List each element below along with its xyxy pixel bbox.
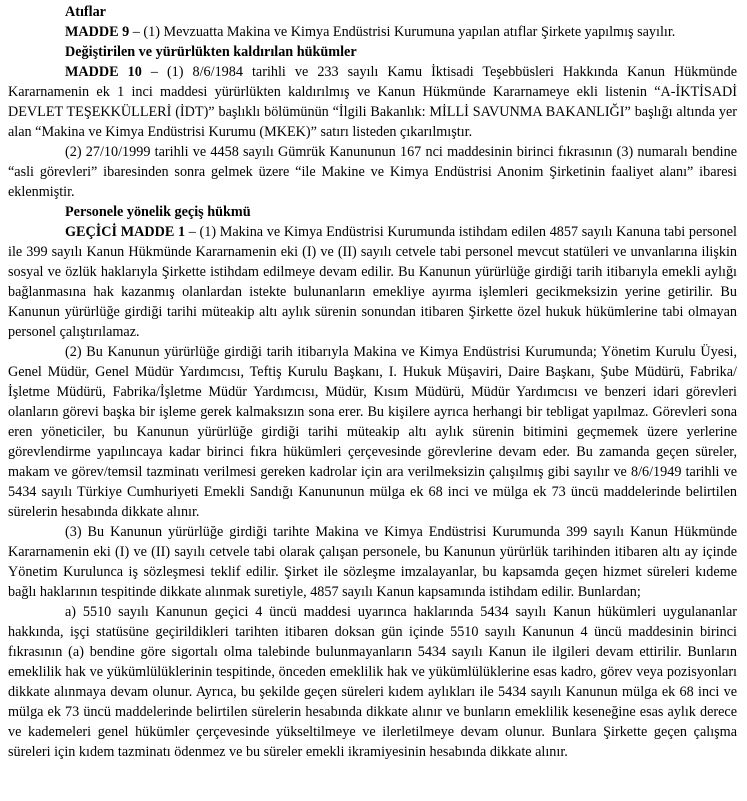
- article-number: GEÇİCİ MADDE 1: [65, 224, 186, 240]
- law-paragraph: [8, 62, 737, 142]
- paragraph-text: (2) Bu Kanunun yürürlüğe girdiği tarih itibarıyla Makina ve Kimya Endüstrisi Kurumunda; Yönetim Kurulu Üyesi, Genel Müdür, Genel Müdür Yardımcısı, Teftiş Kurulu Başkanı, I. Hukuk Müşaviri, Daire Başkanı, Şube Müdürü, Fabrika/İşletme Müdürü, Fabrika/İşletme Müdür Yardımcısı, Müdür, Kısım Müdürü, Müdür Yardımcısı ve benzeri idari görevleri olanların görevi başka bir işleme gerek kalmaksızın sona erer. Bu kişilere ayrıca herhangi bir tebligat yapılmaz. Görevleri sona eren yöneticiler, bu Kanunun yürürlüğe girdiği tarihi müteakip altı aylık sürenin bitimini geçmemek üzere yerlerine görevlendirme yapılıncaya kadar birinci fıkra hükümleri çerçevesinde görevlerine devam eder. Bu zamanda geçen süreler, makam ve görev/temsil tazminatı verilmesi gereken kadrolar için ara verilmeksizin çalışılmış gibi sayılır ve 8/6/1949 tarihli ve 5434 sayılı Türkiye Cumhuriyeti Emekli Sandığı Kanununun mülga ek 68 inci ve mülga ek 73 üncü maddelerinde belirtilen sürelerin hesabında dikkate alınır.: [8, 344, 737, 520]
- paragraph-text: Atıflar: [65, 4, 106, 20]
- article-number: MADDE 10: [65, 64, 142, 80]
- section-heading: [8, 2, 737, 22]
- article-number: MADDE 9: [65, 24, 130, 40]
- paragraph-text: – (1) Mevzuatta Makina ve Kimya Endüstrisi Kurumuna yapılan atıflar Şirkete yapılmış sayılır.: [129, 24, 676, 40]
- paragraph-text: – (1) 8/6/1984 tarihli ve 233 sayılı Kamu İktisadi Teşebbüsleri Hakkında Kanun Hükmünde Kararnamenin ek 1 inci maddesi yürürlükten kaldırılmış ve Kanun Hükmünde Kararnameye ekli listenin “A-İKTİSADİ DEVLET TEŞEKKÜLLERİ (İDT)” başlıklı bölümünün “İlgili Bakanlık: MİLLİ SAVUNMA BAKANLIĞI” başlığı altında yer alan “Makina ve Kimya Endüstrisi Kurumu (MKEK)” satırı listeden çıkarılmıştır.: [8, 64, 738, 140]
- law-paragraph: [8, 522, 737, 602]
- section-heading: [8, 42, 737, 62]
- law-paragraph: [8, 342, 737, 522]
- paragraph-text: Personele yönelik geçiş hükmü: [65, 204, 251, 220]
- law-paragraph: [8, 602, 737, 762]
- section-heading: [8, 202, 737, 222]
- paragraph-text: Değiştirilen ve yürürlükten kaldırılan hükümler: [65, 44, 357, 60]
- law-paragraph: [8, 142, 737, 202]
- law-paragraph: [8, 22, 737, 42]
- paragraph-text: – (1) Makina ve Kimya Endüstrisi Kurumunda istihdam edilen 4857 sayılı Kanuna tabi personel ile 399 sayılı Kanun Hükmünde Kararnamenin eki (I) ve (II) sayılı cetvele tabi personel mevcut statüleri ve unvanlarına ilişkin sosyal ve özlük haklarıyla Şirkette istihdam edilmeye devam edilir. Bu Kanunun yürürlüğe girdiği tarih itibarıyla emekli aylığı bağlanmasına hak kazanmış olanlardan istekte bulunanların emekliye ayırma işlemleri gecikmeksizin yerine getirilir. Bu Kanunun yürürlüğe girdiği tarihi müteakip altı aylık sürenin sonundan itibaren Şirkette özel hukuk hükümlerine tabi olmayan personel çalıştırılamaz.: [8, 224, 737, 340]
- paragraph-text: (2) 27/10/1999 tarihli ve 4458 sayılı Gümrük Kanununun 167 nci maddesinin birinci fıkrasının (3) numaralı bendine “asli görevleri” ibaresinden sonra gelmek üzere “ile Makine ve Kimya Endüstrisi Anonim Şirketinin faaliyet alanı” ibaresi eklenmiştir.: [8, 144, 737, 200]
- document-body: [8, 2, 737, 762]
- paragraph-text: (3) Bu Kanunun yürürlüğe girdiği tarihte Makina ve Kimya Endüstrisi Kurumunda 399 sayılı Kanun Hükmünde Kararnamenin eki (I) ve (II) sayılı cetvele tabi olarak çalışan personele, bu Kanunun yürürlük tarihinden itibaren altı ay içinde Yönetim Kurulunca iş sözleşmesi teklif edilir. Şirket ile sözleşme imzalayanlar, bu kapsamda geçen hizmet süreleri kıdeme bağlı haklarının tespitinde dikkate alınmak suretiyle, 4857 sayılı Kanun kapsamında istihdam edilir. Bunlardan;: [8, 524, 737, 600]
- law-paragraph: [8, 222, 737, 342]
- paragraph-text: a) 5510 sayılı Kanunun geçici 4 üncü maddesi uyarınca haklarında 5434 sayılı Kanun hükümleri uygulananlar hakkında, işçi statüsüne geçirildikleri tarihten itibaren doksan gün içinde 5510 sayılı Kanunun 4 üncü maddesinin birinci fıkrasının (a) bendine göre sigortalı olma talebinde bulunmayanların 5434 sayılı Kanun ile ilgileri devam ettirilir. Bunların emeklilik hak ve yükümlülüklerinin tespitinde, önceden emeklilik hak ve yükümlülüklerine esas kadro, görev veya pozisyonları dikkate alınmaya devam olunur. Ayrıca, bu şekilde geçen süreleri kıdem aylıkları ile 5434 sayılı Kanunun mülga ek 68 inci ve mülga ek 73 üncü maddelerinde belirtilen sürelerin hesabında dikkate alınır ve bunların emeklilik keseneğine esas aylık derece ve kademeleri genel hükümler çerçevesinde yükseltilmeye ve ilerletilmeye devam olunur. Bunlara Şirkette geçen çalışma süreleri için kıdem tazminatı ödenmez ve bu süreler emekli ikramiyesinin hesabında dikkate alınır.: [8, 604, 737, 760]
